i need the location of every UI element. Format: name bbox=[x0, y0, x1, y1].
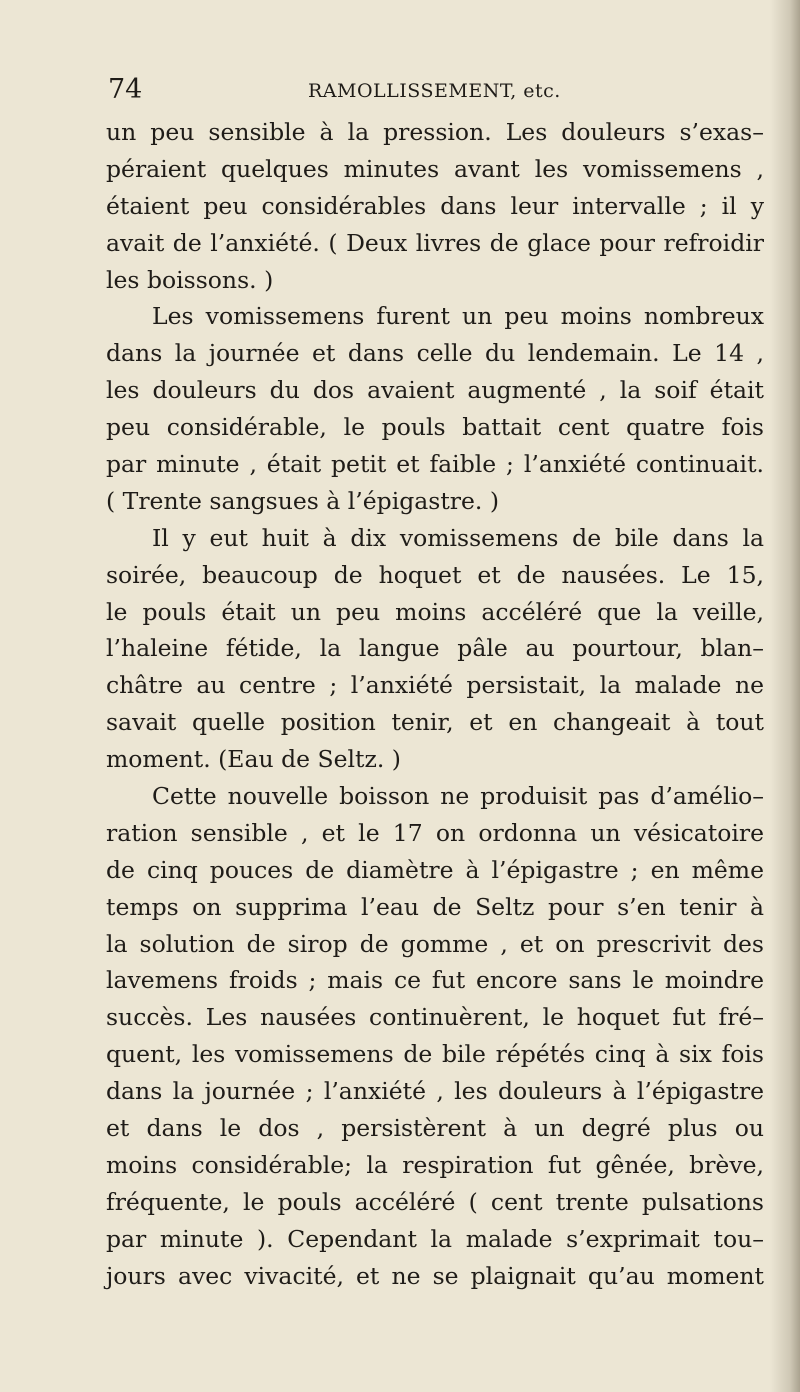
text-line: péraient quelques minutes avant les vomissemens , bbox=[106, 154, 764, 183]
text-line: savait quelle position tenir, et en changeait à tout bbox=[106, 708, 764, 737]
text-line: le pouls était un peu moins accéléré que la veille, bbox=[106, 597, 764, 626]
text-line: par minute , était petit et faible ; l’anxiété continuait. bbox=[106, 450, 764, 479]
body-text bbox=[106, 114, 764, 1295]
page-number: 74 bbox=[108, 74, 143, 105]
running-head: RAMOLLISSEMENT, etc. bbox=[308, 80, 561, 102]
text-line: l’haleine fétide, la langue pâle au pourtour, blan– bbox=[106, 634, 764, 663]
text-line: ration sensible , et le 17 on ordonna un vésicatoire bbox=[106, 818, 764, 847]
text-line: étaient peu considérables dans leur intervalle ; il y bbox=[106, 191, 764, 220]
text-line: les boissons. ) bbox=[106, 265, 274, 294]
text-line: et dans le dos , persistèrent à un degré plus ou bbox=[106, 1114, 764, 1143]
text-line: châtre au centre ; l’anxiété persistait, la malade ne bbox=[106, 671, 764, 700]
text-line: dans la journée et dans celle du lendemain. Le 14 , bbox=[106, 339, 764, 368]
text-line: temps on supprima l’eau de Seltz pour s’en tenir à bbox=[106, 892, 764, 921]
text-line: succès. Les nausées continuèrent, le hoquet fut fré– bbox=[106, 1003, 764, 1032]
text-line: quent, les vomissemens de bile répétés cinq à six fois bbox=[106, 1040, 764, 1069]
text-line: moment. (Eau de Seltz. ) bbox=[106, 745, 401, 774]
text-line: de cinq pouces de diamètre à l’épigastre ; en même bbox=[106, 855, 764, 884]
text-line: peu considérable, le pouls battait cent quatre fois bbox=[106, 413, 764, 442]
text-line: jours avec vivacité, et ne se plaignait qu’au moment bbox=[106, 1261, 764, 1290]
text-line: par minute ). Cependant la malade s’exprimait tou– bbox=[106, 1224, 764, 1253]
text-line: la solution de sirop de gomme , et on prescrivit des bbox=[106, 929, 764, 958]
text-line: lavemens froids ; mais ce fut encore sans le moindre bbox=[106, 966, 764, 995]
text-line: Cette nouvelle boisson ne produisit pas d’amélio– bbox=[152, 782, 764, 811]
text-line: fréquente, le pouls accéléré ( cent trente pulsations bbox=[106, 1187, 764, 1216]
text-line: Il y eut huit à dix vomissemens de bile dans la bbox=[152, 523, 764, 552]
text-line: les douleurs du dos avaient augmenté , la soif était bbox=[106, 376, 764, 405]
text-line: un peu sensible à la pression. Les douleurs s’exas– bbox=[106, 118, 764, 146]
text-line: moins considérable; la respiration fut gênée, brève, bbox=[106, 1150, 764, 1179]
page-header bbox=[108, 74, 748, 106]
text-line: avait de l’anxiété. ( Deux livres de glace pour refroidir bbox=[106, 228, 764, 257]
text-line: Les vomissemens furent un peu moins nombreux bbox=[152, 302, 764, 331]
text-line: dans la journée ; l’anxiété , les douleurs à l’épigastre bbox=[106, 1077, 764, 1106]
text-line: ( Trente sangsues à l’épigastre. ) bbox=[106, 486, 500, 515]
text-line: soirée, beaucoup de hoquet et de nausées. Le 15, bbox=[106, 560, 764, 589]
